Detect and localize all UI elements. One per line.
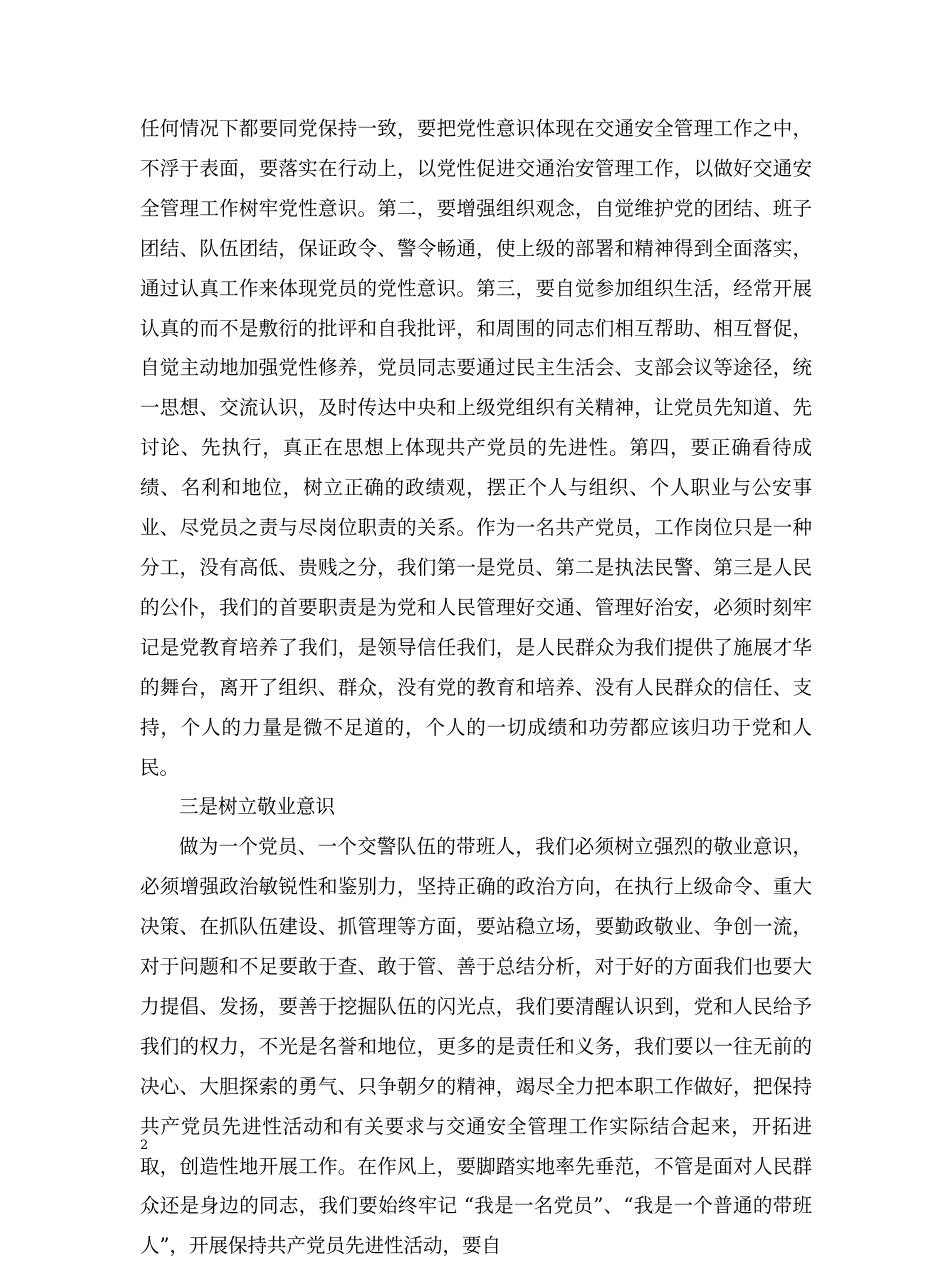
page-number: 2 [140, 1138, 149, 1153]
section-heading: 三是树立敬业意识 [179, 795, 336, 819]
paragraph-dedication: 做为一个党员、一个交警队伍的带班人，我们必须树立强烈的敬业意识，必须增强政治敏锐性和鉴别力，坚持正确的政治方向，在执行上级命令、重大决策、在抓队伍建设、抓管理等方面，要站稳立场，要勤政敬业、争创一流，对于问题和不足要敢于查、敢于管、善于总结分析，对于好的方面我们也要大力提倡、发扬，要善于挖掘队伍的闪光点，我们要清醒认识到，党和人民给予我们的权力，不光是名誉和地位，更多的是责任和义务，我们要以一往无前的决心、大胆探索的勇气、只争朝夕的精神，竭尽全力把本职工作做好，把保持共产党员先进性活动和有关要求与交通安全管理工作实际结合起来，开拓进取，创造性地开展工作。在作风上，要脚踏实地率先垂范，不管是面对人民群众还是身边的同志，我们要始终牢记 “我是一名党员”、“我是一个普通的带班人”，开展保持共产党员先进性活动，要自 [140, 835, 812, 1258]
paragraph-continuation: 任何情况下都要同党保持一致，要把党性意识体现在交通安全管理工作之中，不浮于表面，要落实在行动上，以党性促进交通治安管理工作，以做好交通安全管理工作树牢党性意识。第二，要增强组织观念，自觉维护党的团结、班子团结、队伍团结，保证政令、警令畅通，使上级的部署和精神得到全面落实，通过认真工作来体现党员的党性意识。第三，要自觉参加组织生活，经常开展认真的而不是敷衍的批评和自我批评，和周围的同志们相互帮助、相互督促，自觉主动地加强党性修养，党员同志要通过民主生活会、支部会议等途径，统一思想、交流认识，及时传达中央和上级党组织有关精神，让党员先知道、先讨论、先执行，真正在思想上体现共产党员的先进性。第四，要正确看待成绩、名利和地位，树立正确的政绩观，摆正个人与组织、个人职业与公安事业、尽党员之责与尽岗位职责的关系。作为一名共产党员，工作岗位只是一种分工，没有高低、贵贱之分，我们第一是党员、第二是执法民警、第三是人民的公仆，我们的首要职责是为党和人民管理好交通、管理好治安，必须时刻牢记是党教育培养了我们，是领导信任我们，是人民群众为我们提供了施展才华的舞台，离开了组织、群众，没有党的教育和培养、没有人民群众的信任、支持，个人的力量是微不足道的，个人的一切成绩和功劳都应该归功于党和人民。 [140, 117, 812, 779]
document-body [140, 109, 812, 1266]
